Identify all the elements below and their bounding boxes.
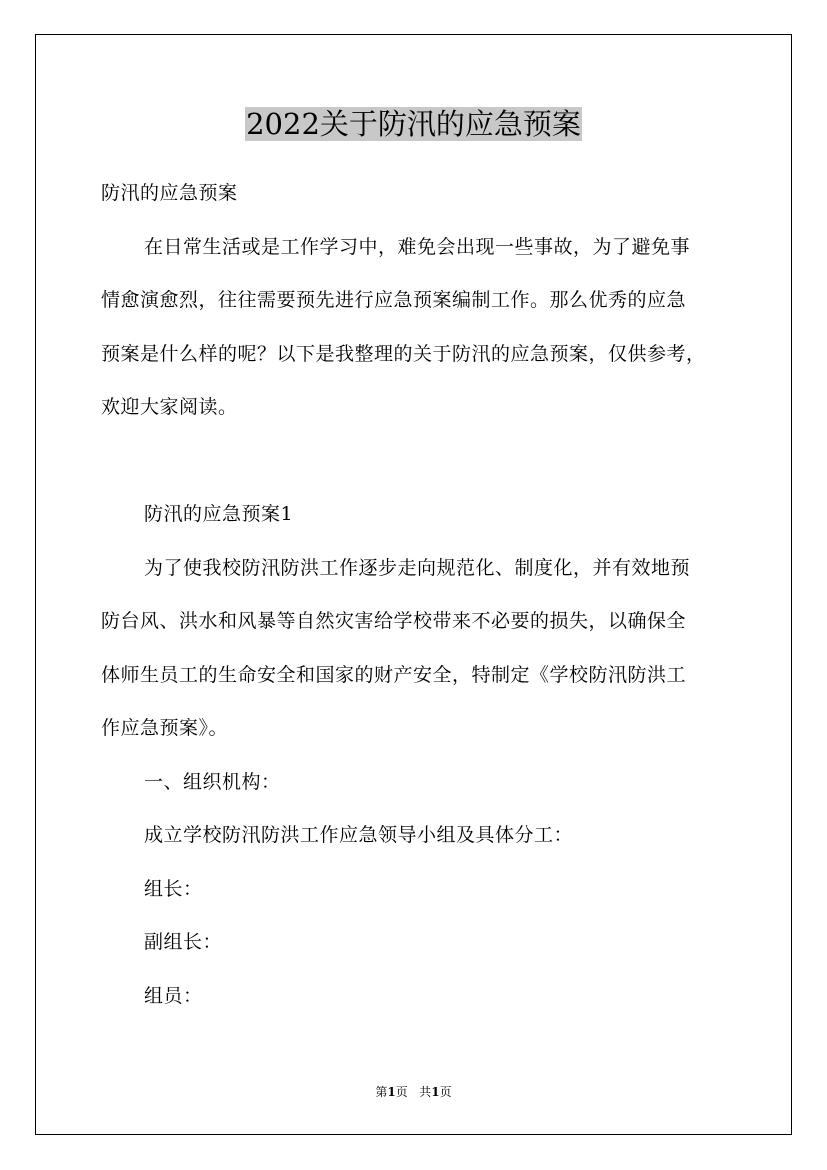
document-title (0, 104, 827, 144)
subtitle: 防汛的应急预案 (101, 182, 238, 204)
section-heading: 防汛的应急预案1 (144, 503, 294, 525)
leader-label: 组长： (144, 877, 203, 900)
section-line-2: 防台风、洪水和风暴等自然灾害给学校带来不必要的损失，以确保全 (101, 610, 687, 632)
intro-line-4: 欢迎大家阅读。 (101, 396, 238, 418)
vice-leader-label: 副组长： (144, 931, 223, 953)
document-body (101, 167, 741, 1023)
footer-page-prefix: 第 (375, 1085, 388, 1099)
intro-line-3: 预案是什么样的呢？以下是我整理的关于防汛的应急预案，仅供参考， (101, 342, 706, 365)
section-line-4: 作应急预案》。 (101, 717, 229, 739)
intro-line-2: 情愈演愈烈，往往需要预先进行应急预案编制工作。那么优秀的应急 (101, 289, 687, 311)
intro-line-1: 在日常生活或是工作学习中，难免会出现一些事故，为了避免事 (144, 235, 691, 258)
org-heading: 一、组织机构： (144, 770, 281, 793)
footer-page-suffix: 页 (439, 1085, 452, 1099)
blank-line (101, 435, 741, 489)
footer-total-pages: 1 (431, 1085, 440, 1099)
section-line-1: 为了使我校防汛防洪工作逐步走向规范化、制度化，并有效地预 (144, 556, 691, 579)
footer-page-number: 1 (387, 1085, 396, 1099)
members-label: 组员： (144, 984, 203, 1007)
page-footer (0, 1083, 827, 1100)
document-title-text: 2022关于防汛的应急预案 (246, 107, 581, 141)
org-intro: 成立学校防汛防洪工作应急领导小组及具体分工： (144, 824, 574, 846)
footer-page-mid: 页 共 (395, 1085, 432, 1099)
section-line-3: 体师生员工的生命安全和国家的财产安全，特制定《学校防汛防洪工 (101, 663, 687, 686)
